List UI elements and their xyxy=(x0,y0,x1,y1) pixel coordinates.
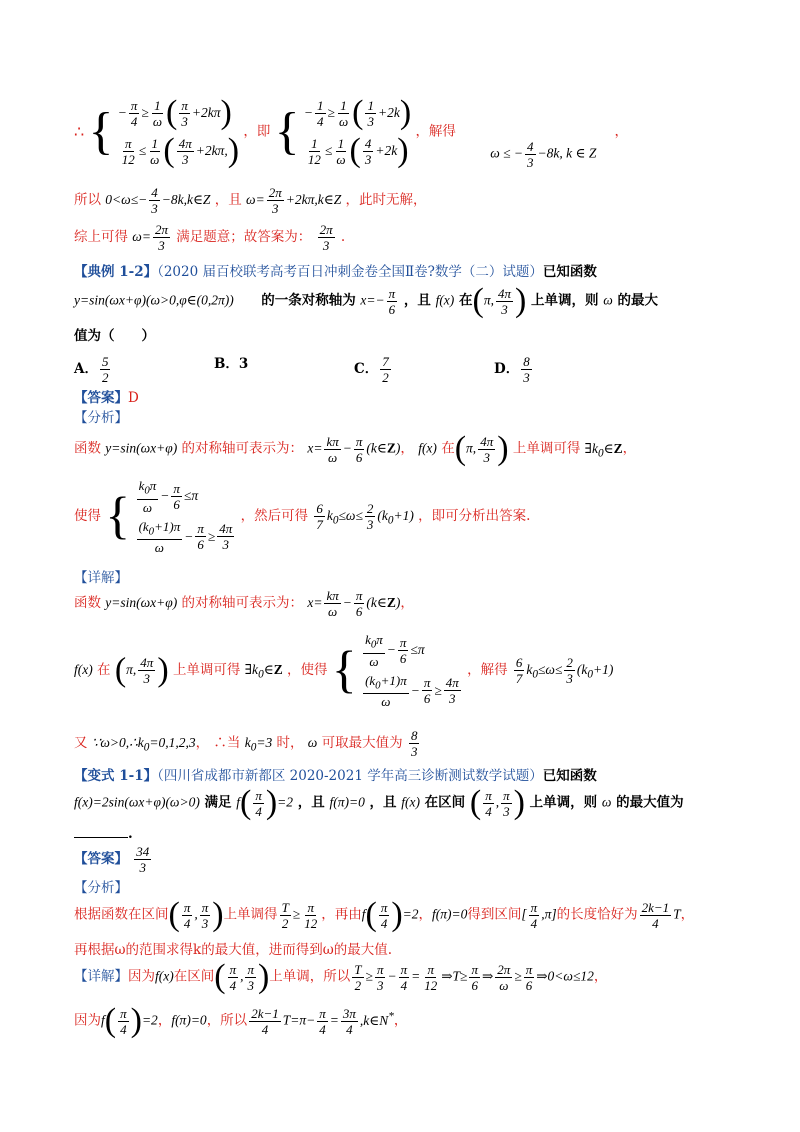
de-l3-c: 时， xyxy=(276,735,304,751)
example-1-2-problem: y=sin(ωx+φ)(ω>0,φ∈(0,2π)) 的一条对称轴为 x=− $\frac{\pi}{6}$ ，且 f(x) 在(π, $\frac{4\pi}{3}$ ) 上单调，则 ω 的最大 xyxy=(74,282,658,319)
option-b-label: B． xyxy=(214,356,239,372)
de-l2-c: ，使得 xyxy=(287,662,328,679)
de-l1-b: 的对称轴可表示为： xyxy=(181,595,304,611)
cond-d: 上单调，则 xyxy=(529,794,598,811)
v-de-l1-b: 在区间 xyxy=(173,968,215,985)
variant-tag: 【变式 1-1】 xyxy=(74,768,158,784)
answer-blank[interactable] xyxy=(74,837,128,838)
option-d[interactable]: D． $\frac{8}{3}$ xyxy=(494,354,530,385)
v-de-l2-c: ，所以 xyxy=(206,1012,248,1029)
v-de-l2-b: ， xyxy=(157,1012,172,1029)
answer-label: 【答案】 xyxy=(74,390,128,406)
system-1: − $\frac{\pi}{4}$ ≥ $\frac{1}{\omega}$ ( $\frac{\pi}{3}$ +2kπ ) $\frac{\pi}{12}$ ≤ $\frac{1}{\omega}$ ( $\frac{4\pi}{3}$ +2kπ, ) xyxy=(117,94,240,169)
left-brace: { xyxy=(88,103,114,160)
conclusion-mid: 满足题意；故答案为： xyxy=(176,229,312,245)
left-brace-2: { xyxy=(274,103,300,160)
variant-answer-label: 【答案】 xyxy=(74,851,128,867)
axis-text: 的一条对称轴为 xyxy=(261,292,356,309)
conclusion-line: 综上可得 ω= $\frac{2\pi}{3}$ 满足题意；故答案为： $\frac{2\pi}{3}$ . xyxy=(74,222,346,253)
v-de-l2-a: 因为 xyxy=(74,1012,101,1029)
no-solution-line: 所以 0<ω≤− $\frac{4}{3}$ −8k,k∈Z ，且 ω= $\frac{2\pi}{3}$ +2kπ,k∈Z ，此时无解， xyxy=(74,185,427,216)
analysis-line-2: 使得 { $\frac{k_0\pi}{\omega}$ − $\frac{\pi}{6}$ ≤π $\frac{(k_0+1)\pi}{\omega}$ − $\frac{\pi}{6}$ ≥ $\frac{4\pi}{3}$ ，然后可得 $\frac{6}{7}$ $k_0\le\omega\le$ $\frac{2}{3}$ $(k_0+1)$ ，即可分析出答案. xyxy=(74,478,531,556)
analysis-label: 【分析】 xyxy=(74,410,128,426)
variant-answer-line xyxy=(74,844,740,878)
v-an-l1-e: 得到区间 xyxy=(467,906,522,923)
comma: ， xyxy=(614,123,629,140)
detail-line-3: 又 $\because\omega>0,\therefore k_0=0,1,2,3$， ∴当 $k_0=3$ 时， ω 可取最大值为 $\frac{8}{3}$ xyxy=(74,728,418,759)
variant-analysis-label: 【分析】 xyxy=(74,880,128,896)
conclusion-end: . xyxy=(340,229,346,245)
v-an-l1-c: ，再由 xyxy=(321,906,362,923)
detail-label-line xyxy=(74,568,740,588)
variant-detail-line-1: 【详解】因为f(x)在区间( $\frac{\pi}{4}$ , $\frac{\pi}{3}$ )上单调，所以 $\frac{T}{2}$ ≥ $\frac{\pi}{3}$ − $\frac{\pi}{4}$ = $\frac{\pi}{12}$ ⇒T≥ $\frac{\pi}{6}$ ⇒ $\frac{2\pi}{\omega}$ ≥ $\frac{\pi}{6}$ ⇒0<ω≤12， xyxy=(74,958,608,995)
therefore-symbol: ∴ xyxy=(74,122,85,141)
v-an-l1-d: ， xyxy=(418,906,433,923)
cond-b-2: ，且 xyxy=(369,794,397,811)
variant-detail-line-2: 因为f( $\frac{\pi}{4}$ )=2，f(π)=0，所以 $\frac{2k-1}{4}$ T=π− $\frac{\pi}{4}$ = $\frac{3\pi}{4}$ ,k∈N*， xyxy=(74,1002,408,1039)
blank-line xyxy=(74,824,740,844)
example-1-2-question-end xyxy=(74,326,740,346)
options-row xyxy=(74,344,740,384)
and-text: ，且 xyxy=(214,192,242,208)
variant-detail-label: 【详解】 xyxy=(74,968,128,985)
detail-label: 【详解】 xyxy=(74,570,128,586)
v-de-l1-a: 因为 xyxy=(128,968,155,985)
system-inequalities-line xyxy=(74,96,740,176)
blank-end: . xyxy=(128,826,133,842)
de-l3-a: 又 xyxy=(74,735,88,751)
de-l2-d: ，解得 xyxy=(467,662,508,679)
option-b[interactable] xyxy=(214,354,248,374)
analysis-label-line xyxy=(74,408,740,428)
v-an-l1-f: 的长度恰好为 xyxy=(556,906,638,923)
example-1-2-header xyxy=(74,262,740,282)
mono-text: 上单调，则 xyxy=(531,292,599,309)
so-text: 所以 xyxy=(74,192,101,208)
v-an-l1-b: 上单调得 xyxy=(223,906,278,923)
question-end: 值为（ ） xyxy=(74,328,155,344)
option-d-label: D． xyxy=(494,361,520,377)
and-text-ex: ，且 xyxy=(403,292,431,309)
cond-e: 的最大值为 xyxy=(616,794,684,811)
variant-1-1-problem: f(x)=2sin(ωx+φ)(ω>0) 满足 f( $\frac{\pi}{4}$ )=2 ，且 f(π)=0 ，且 f(x) 在区间 ( $\frac{\pi}{4}$ , $\frac{\pi}{3}$ ) 上单调，则 ω 的最大值为 xyxy=(74,784,684,821)
cond-b: ，且 xyxy=(297,794,325,811)
no-solution-text: ，此时无解， xyxy=(345,192,427,208)
example-tag: 【典例 1-2】 xyxy=(74,264,158,280)
variant-analysis-line-1: 根据函数在区间( $\frac{\pi}{4}$ , $\frac{\pi}{3}$ )上单调得 $\frac{T}{2}$ ≥ $\frac{\pi}{12}$ ，再由f( $\frac{\pi}{4}$ )=2，f(π)=0得到区间[ $\frac{\pi}{4}$ ,π]的长度恰好为 $\frac{2k-1}{4}$ T， xyxy=(74,896,695,933)
an-l2-a: 使得 xyxy=(74,508,101,525)
de-l1-a: 函数 xyxy=(74,595,101,611)
an-l1-a: 函数 xyxy=(74,440,101,457)
conclusion-prefix: 综上可得 xyxy=(74,229,128,245)
de-l3-d: 可取最大值为 xyxy=(321,735,403,751)
detail-line-1: 函数 y=sin(ωx+φ) 的对称轴可表示为： x= $\frac{k\pi}{\omega}$ − $\frac{\pi}{6}$ (k∈Z)， xyxy=(74,588,414,619)
cond-a: 满足 xyxy=(204,794,232,811)
option-a-label: A． xyxy=(74,361,98,377)
de-l3-b: ∴当 xyxy=(213,735,241,751)
an-l2-b: ，然后可得 xyxy=(240,508,309,525)
v-an-l2: 再根据ω的范围求得k的最大值，进而得到ω的最大值. xyxy=(74,942,392,958)
option-c-label: C． xyxy=(354,361,379,377)
variant-source: （四川省成都市新都区 2020-2021 学年高三诊断测试数学试题） xyxy=(157,768,543,784)
detail-line-2: f(x) 在 (π, $\frac{4\pi}{3}$ ) 上单调可得 $\exists k_0\in Z$ ，使得 { $\frac{k_0\pi}{\omega}$ − $\frac{\pi}{6}$ ≤π $\frac{(k_0+1)\pi}{\omega}$ − $\frac{\pi}{6}$ ≥ $\frac{4\pi}{3}$ ，解得 $\frac{6}{7}$ $k_0\le\omega\le$ $\frac{2}{3}$ $(k_0+1)$ xyxy=(74,632,614,710)
variant-answer-value: $\frac{34}{3}$ xyxy=(136,844,150,875)
de-l2-a: 在 xyxy=(97,662,111,679)
example-source: （2020 届百校联考高考百日冲刺金卷全国Ⅱ卷?数学（二）试题） xyxy=(157,264,543,280)
an-l1-c: 上单调可得 xyxy=(512,440,581,457)
analysis-line-1: 函数 y=sin(ωx+φ) 的对称轴可表示为： x= $\frac{k\pi}{\omega}$ − $\frac{\pi}{6}$ (k∈Z)， f(x) 在(π, $\frac{4\pi}{3}$ ) 上单调可得 $\exists k_0\in Z$， xyxy=(74,430,637,467)
max-text: 的最大 xyxy=(617,292,658,309)
an-l1-b: 的对称轴可表示为： xyxy=(181,440,304,457)
example-lead: 已知函数 xyxy=(542,264,597,280)
option-c[interactable]: C． $\frac{7}{2}$ xyxy=(354,354,389,385)
solve-result: ω ≤ − $\frac{4}{3}$ −8k, k ∈ Z xyxy=(490,139,597,170)
system-2: − $\frac{1}{4}$ ≥ $\frac{1}{\omega}$ ( $\frac{1}{3}$ +2k ) $\frac{1}{12}$ ≤ $\frac{1}{\omega}$ ( $\frac{4}{3}$ +2k ) xyxy=(303,94,412,169)
variant-analysis-label-line xyxy=(74,878,740,898)
variant-lead: 已知函数 xyxy=(542,768,597,784)
variant-analysis-line-2 xyxy=(74,940,740,960)
then-text: ，即 xyxy=(243,123,271,140)
variant-1-1-header xyxy=(74,766,740,786)
v-de-l1-c: 上单调，所以 xyxy=(269,968,351,985)
answer-value: D xyxy=(128,390,139,406)
v-an-l1-a: 根据函数在区间 xyxy=(74,906,169,923)
option-a[interactable]: A． $\frac{5}{2}$ xyxy=(74,354,109,385)
an-l2-c: ，即可分析出答案. xyxy=(418,508,531,525)
cond-c: 在区间 xyxy=(424,794,466,811)
solve-text: ，解得 xyxy=(415,123,456,140)
answer-line xyxy=(74,388,740,408)
option-b-value: 3 xyxy=(238,356,249,372)
de-l2-b: 上单调可得 xyxy=(172,662,241,679)
in-text: 在 xyxy=(459,292,473,309)
